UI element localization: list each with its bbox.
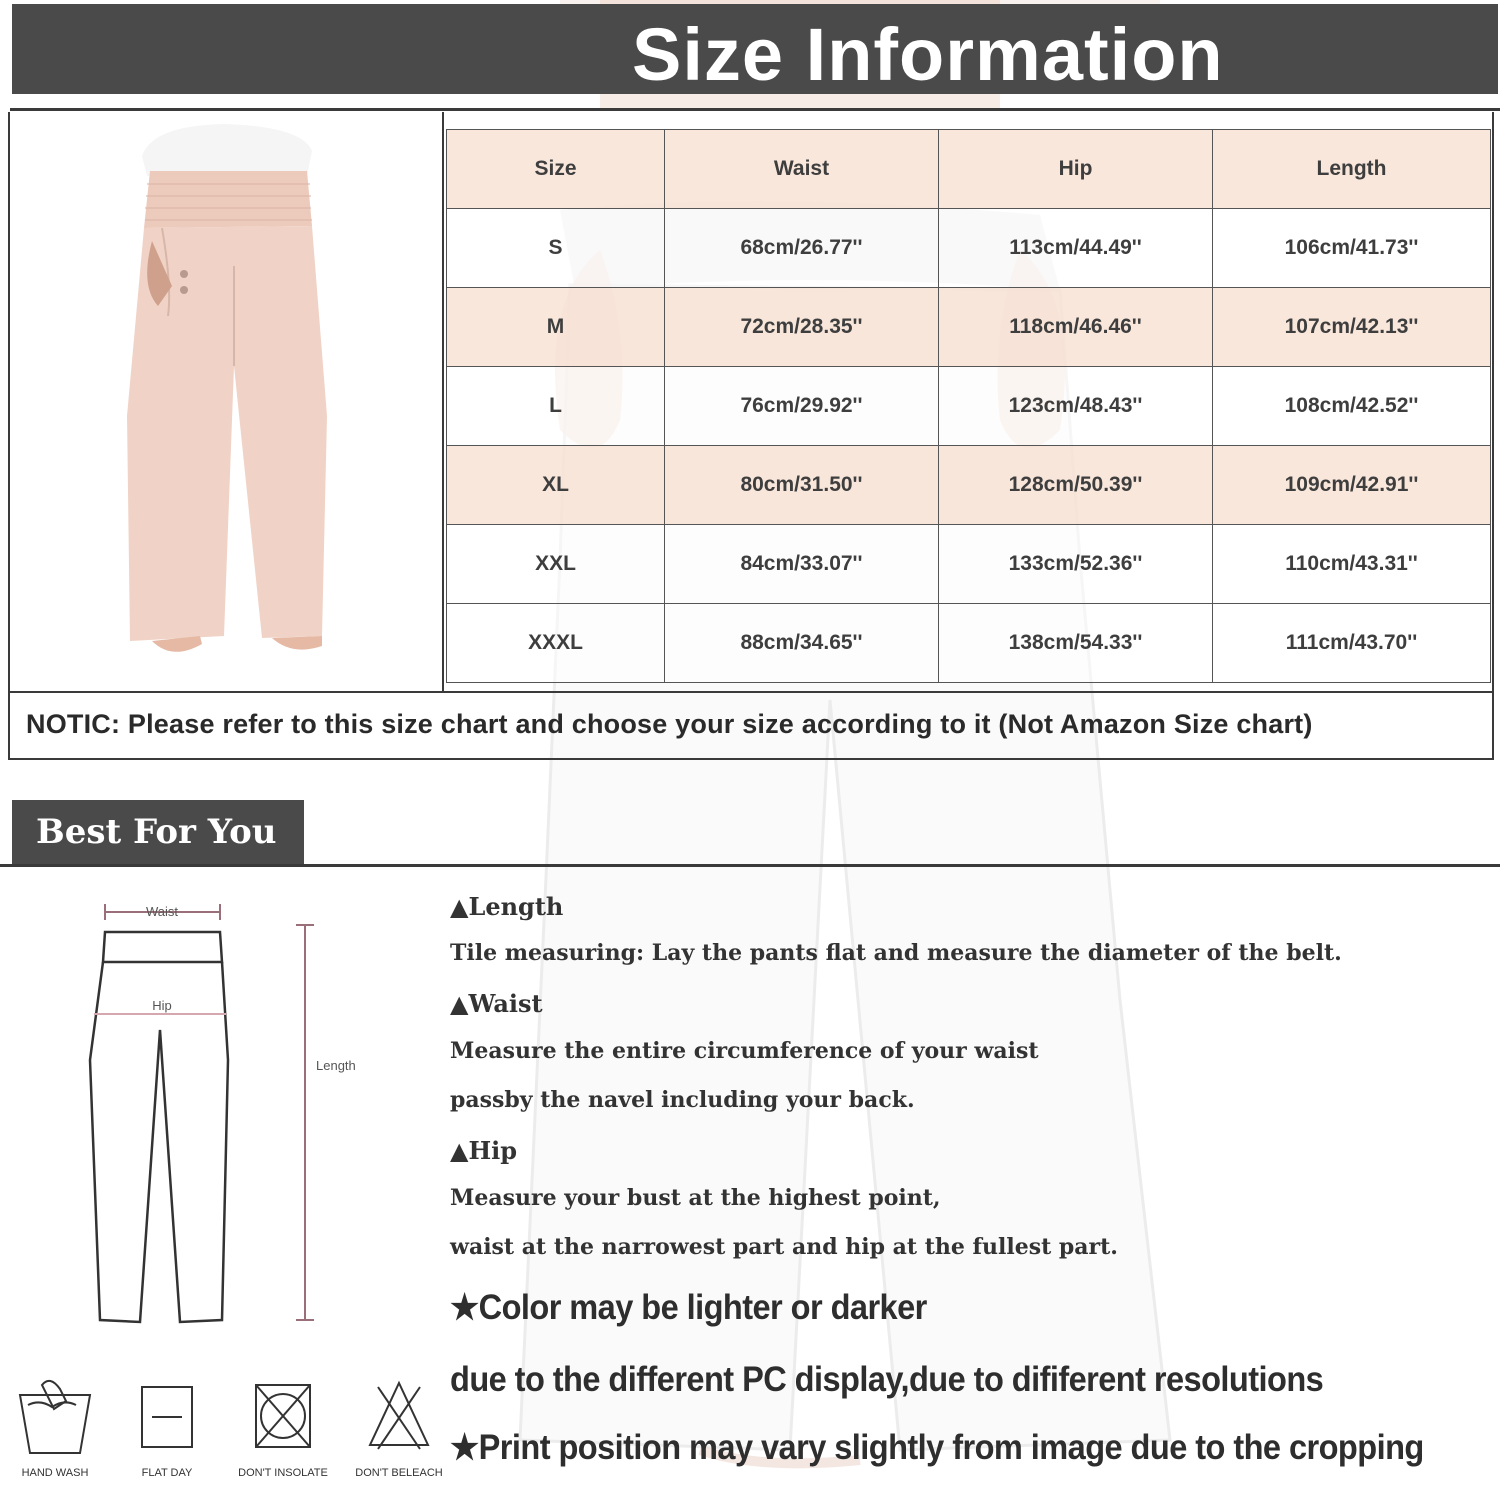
flat-dry-label: FLAT DAY <box>141 1467 193 1479</box>
product-photo <box>122 116 332 688</box>
length-diagram-label: Length <box>316 1058 356 1073</box>
table-row <box>447 604 1491 683</box>
header-waist: Waist <box>665 130 939 209</box>
title-bar <box>12 4 1498 94</box>
hip-cell: 138cm/54.33'' <box>939 604 1213 683</box>
length-cell: 109cm/42.91'' <box>1213 446 1491 525</box>
dont-bleach-icon <box>344 1375 454 1463</box>
size-cell: XL <box>447 446 665 525</box>
waist-description-2: passby the navel including your back. <box>450 1087 915 1113</box>
dont-insolate-item <box>228 1375 338 1479</box>
length-cell: 108cm/42.52'' <box>1213 367 1491 446</box>
measurement-diagram <box>60 890 380 1350</box>
length-cell: 106cm/41.73'' <box>1213 209 1491 288</box>
length-cell: 107cm/42.13'' <box>1213 288 1491 367</box>
length-heading: ▲Length <box>450 892 564 921</box>
length-description: Tile measuring: Lay the pants flat and measure the diameter of the belt. <box>450 940 1342 966</box>
section-rule <box>0 864 1500 867</box>
dont-bleach-item <box>344 1375 454 1479</box>
waist-cell: 72cm/28.35'' <box>665 288 939 367</box>
hip-cell: 128cm/50.39'' <box>939 446 1213 525</box>
size-cell: XXL <box>447 525 665 604</box>
hand-wash-item <box>0 1375 110 1479</box>
hand-wash-label: HAND WASH <box>21 1467 89 1479</box>
waist-cell: 80cm/31.50'' <box>665 446 939 525</box>
length-cell: 111cm/43.70'' <box>1213 604 1491 683</box>
dont-insolate-label: DON'T INSOLATE <box>238 1467 328 1479</box>
dont-bleach-label: DON'T BELEACH <box>355 1467 443 1479</box>
waist-heading: ▲Waist <box>450 989 543 1018</box>
flat-dry-item <box>112 1375 222 1479</box>
hand-wash-icon <box>0 1375 110 1463</box>
page-title: Size Information <box>632 13 1224 96</box>
image-divider <box>442 112 444 692</box>
table-header-row <box>447 130 1491 209</box>
table-row <box>447 288 1491 367</box>
print-position-note: ★Print position may vary slightly from image due to the cropping <box>450 1428 1424 1467</box>
size-cell: S <box>447 209 665 288</box>
size-notice: NOTIC: Please refer to this size chart and choose your size according to it (Not Amazon Size chart) <box>26 709 1313 739</box>
hip-heading: ▲Hip <box>450 1136 518 1165</box>
color-note: ★Color may be lighter or darker <box>450 1288 927 1327</box>
care-icons <box>0 1375 450 1495</box>
flat-dry-icon <box>112 1375 222 1463</box>
title-rule <box>10 108 1500 111</box>
size-cell: XXXL <box>447 604 665 683</box>
table-row <box>447 525 1491 604</box>
header-size: Size <box>447 130 665 209</box>
header-length: Length <box>1213 130 1491 209</box>
best-for-you-tab <box>12 800 304 864</box>
table-row <box>447 446 1491 525</box>
waist-cell: 68cm/26.77'' <box>665 209 939 288</box>
hip-cell: 123cm/48.43'' <box>939 367 1213 446</box>
length-cell: 110cm/43.31'' <box>1213 525 1491 604</box>
dont-insolate-icon <box>228 1375 338 1463</box>
size-table <box>446 129 1491 683</box>
header-hip: Hip <box>939 130 1213 209</box>
hip-cell: 118cm/46.46'' <box>939 288 1213 367</box>
size-cell: L <box>447 367 665 446</box>
display-note: due to the different PC display,due to dififerent resolutions <box>450 1360 1324 1399</box>
hip-cell: 113cm/44.49'' <box>939 209 1213 288</box>
waist-description-1: Measure the entire circumference of your waist <box>450 1038 1039 1064</box>
table-row <box>447 209 1491 288</box>
size-cell: M <box>447 288 665 367</box>
waist-cell: 76cm/29.92'' <box>665 367 939 446</box>
notice-divider <box>10 691 1492 693</box>
table-row <box>447 367 1491 446</box>
waist-cell: 84cm/33.07'' <box>665 525 939 604</box>
hip-cell: 133cm/52.36'' <box>939 525 1213 604</box>
hip-diagram-label: Hip <box>152 998 172 1013</box>
hip-description-1: Measure your bust at the highest point, <box>450 1185 941 1211</box>
hip-description-2: waist at the narrowest part and hip at the fullest part. <box>450 1234 1118 1260</box>
waist-diagram-label: Waist <box>145 904 179 919</box>
best-for-you-label: Best For You <box>36 812 277 852</box>
waist-cell: 88cm/34.65'' <box>665 604 939 683</box>
